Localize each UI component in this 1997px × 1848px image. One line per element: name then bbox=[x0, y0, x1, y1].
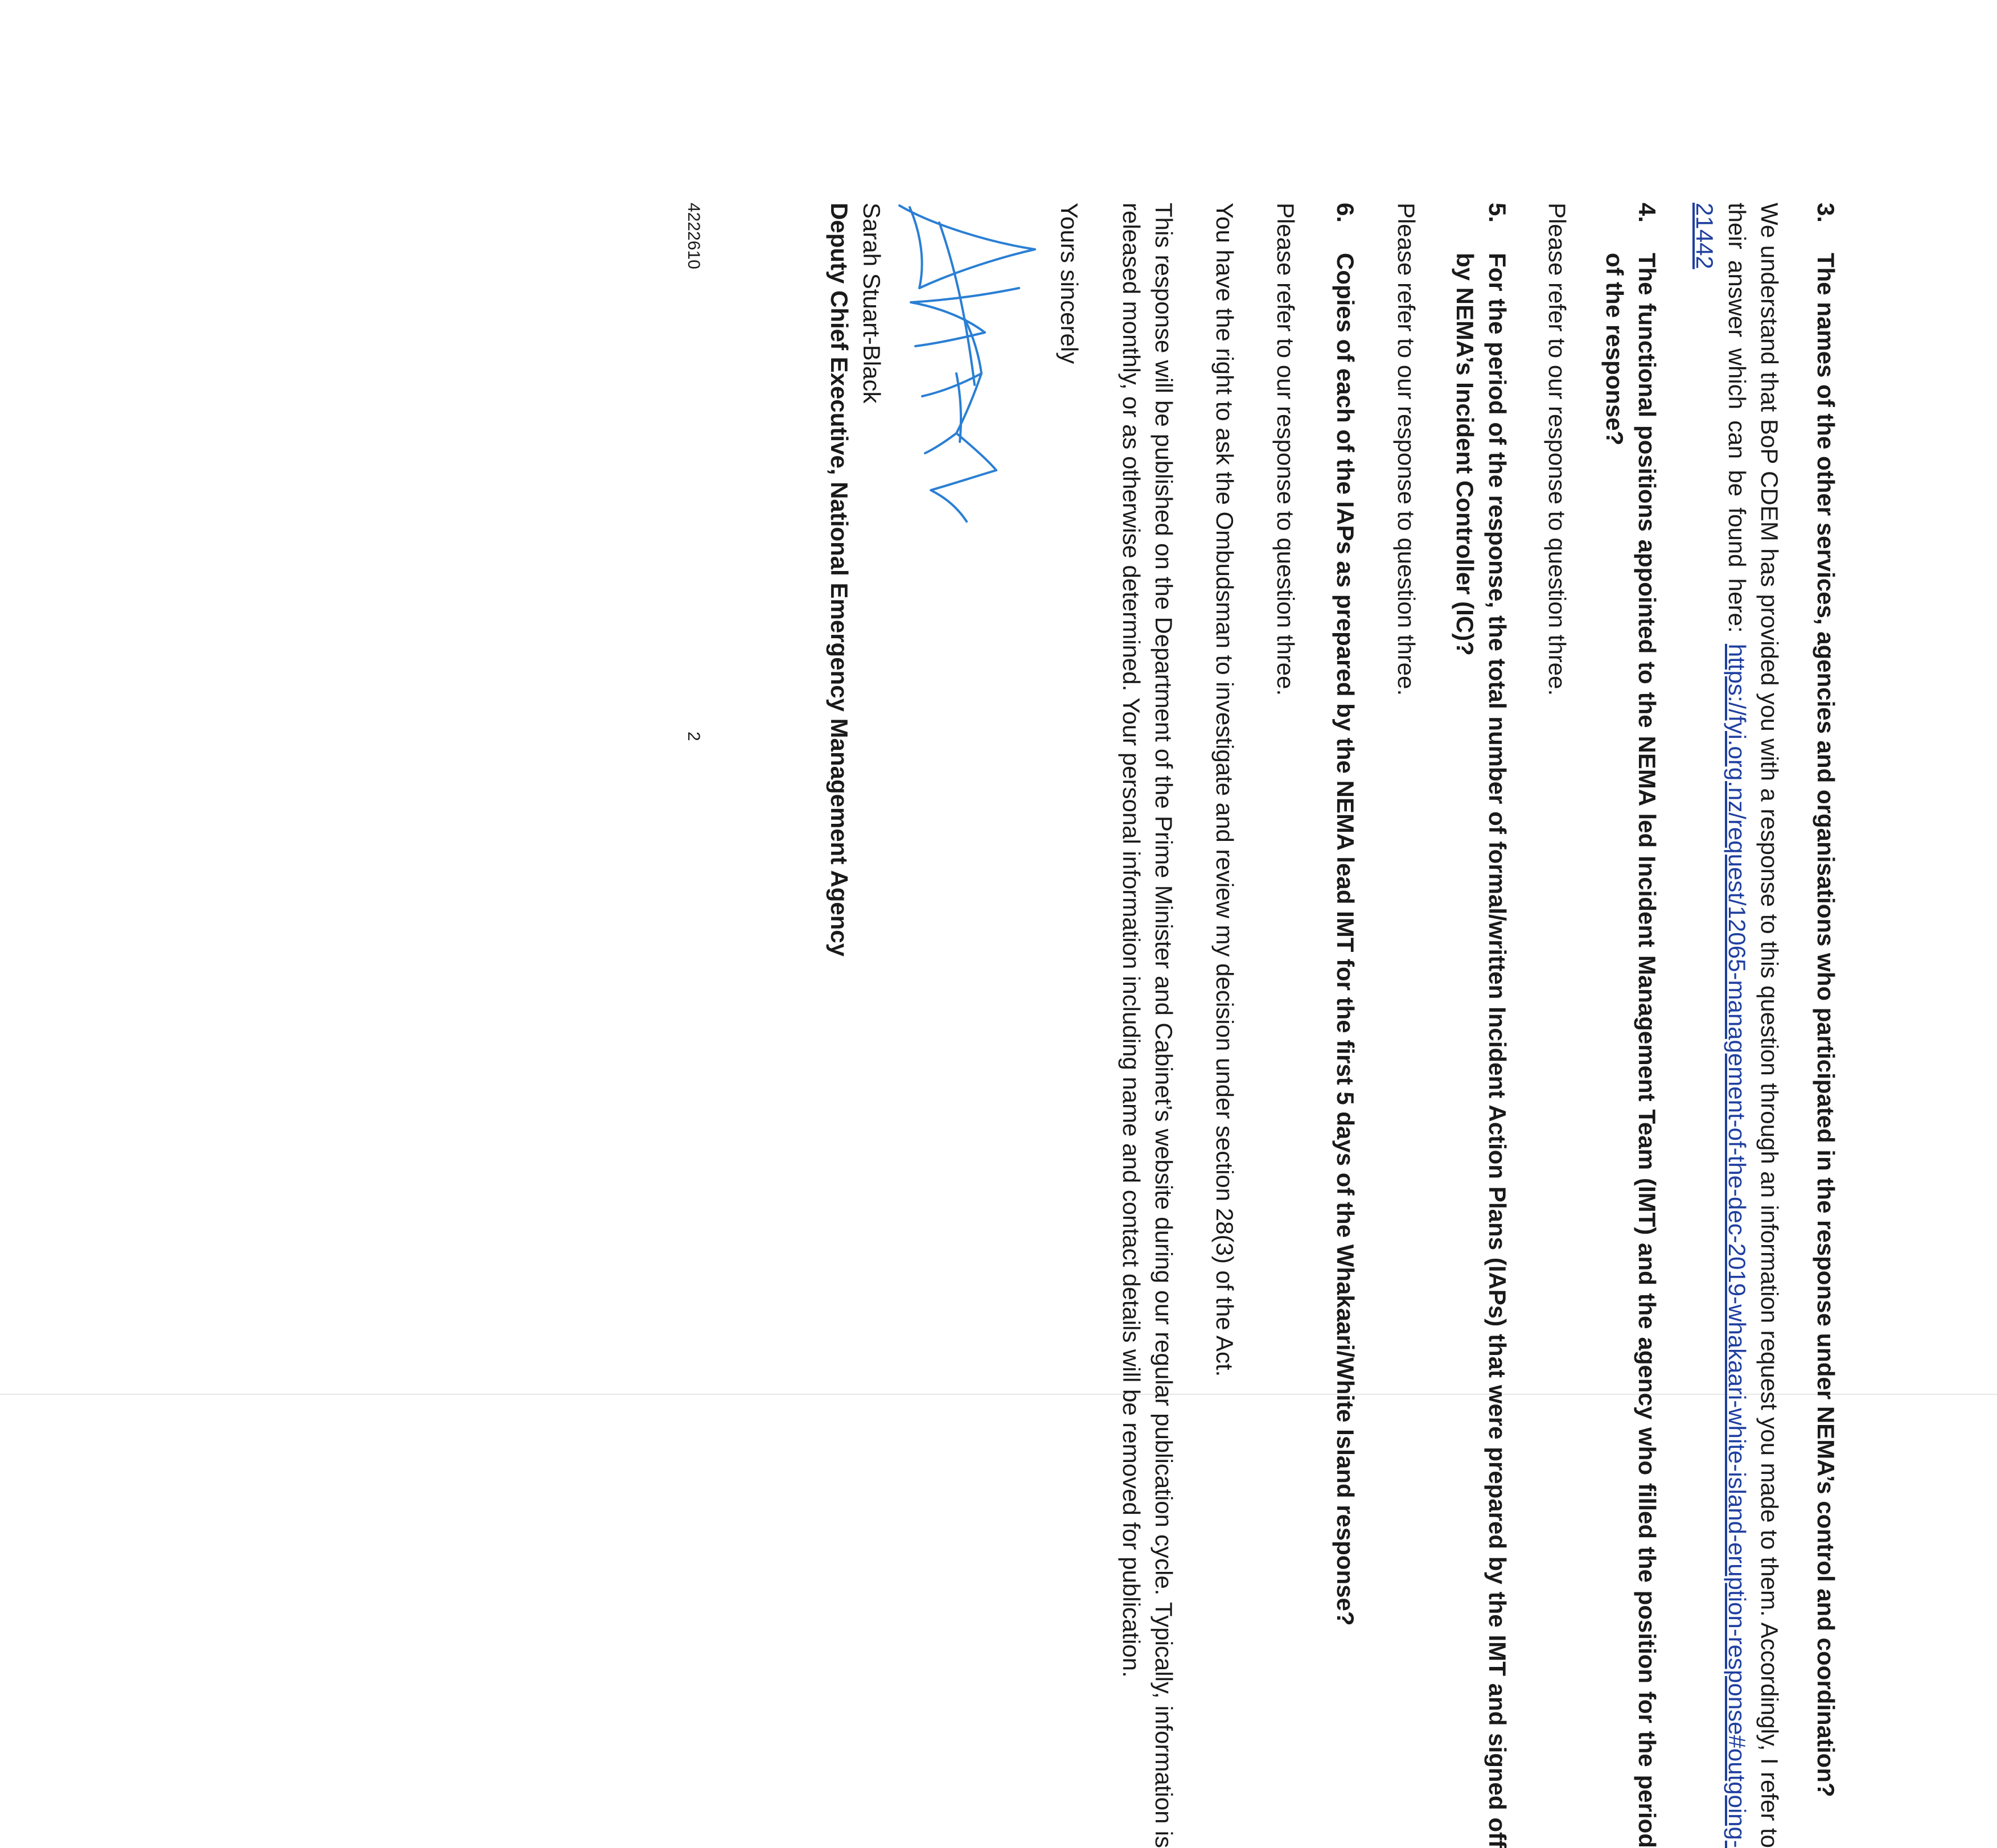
publication-paragraph: This response will be published on the Department of the Prime Minister and Cabinet’s website during our regular publication cycle. Typically, information is released monthly, or as otherwise determined. Your personal information including name and contact details will be removed for publication. bbox=[1118, 203, 1177, 1848]
question-number: 3. bbox=[1813, 203, 1839, 223]
signer-title: Deputy Chief Executive, National Emergency Management Agency bbox=[826, 203, 853, 957]
handwritten-signature bbox=[888, 203, 1042, 544]
answer-text: We understand that BoP CDEM has provided you with a response to this question through an information request you made to them. Accordingly, I refer to their answer which can be found here: bbox=[1724, 203, 1783, 1848]
question-text: For the period of the response, the total number of formal/written Incident Action Plans (IAPs) that were prepared by the IMT and signed off by NEMA’s Incident Controller (IC)? bbox=[1452, 253, 1511, 1848]
document-reference-number: 4222610 bbox=[684, 203, 703, 269]
ombudsman-paragraph: You have the right to ask the Ombudsman to investigate and review my decision under section 28(3) of the Act. bbox=[1211, 203, 1238, 1377]
letter-body bbox=[823, 203, 1842, 1848]
question-3 bbox=[1810, 203, 1842, 1848]
question-text: Copies of each of the IAPs as prepared by the NEMA lead IMT for the first 5 days of the Whakaari/White Island response? bbox=[1332, 253, 1359, 1626]
page-number: 2 bbox=[684, 732, 703, 741]
closing-salutation: Yours sincerely bbox=[1056, 203, 1083, 364]
question-number: 6. bbox=[1332, 203, 1359, 223]
question-6 bbox=[1329, 203, 1362, 1848]
question-number: 4. bbox=[1634, 203, 1661, 223]
answer-3 bbox=[1688, 203, 1786, 1848]
signature-icon bbox=[888, 203, 1042, 544]
answer-4: Please refer to our response to question three. bbox=[1544, 203, 1571, 696]
signer-name: Sarah Stuart-Black bbox=[858, 203, 885, 404]
question-text: The names of the other services, agencies and organisations who participated in the response under NEMA’s control and coordination? bbox=[1813, 253, 1839, 1797]
answer-5: Please refer to our response to question three. bbox=[1393, 203, 1420, 696]
question-5 bbox=[1449, 203, 1514, 1848]
answer-6: Please refer to our response to question three. bbox=[1272, 203, 1299, 696]
question-text: The functional positions appointed to the NEMA led Incident Management Team (IMT) and the agency who filled the position for the period of the response? bbox=[1601, 253, 1661, 1848]
fyi-request-link[interactable]: https://fyi.org.nz/request/12065-management-of-the-dec-2019-whakaari-white-island-eruption-response#outgoing-21442 bbox=[1691, 203, 1751, 1848]
question-4 bbox=[1599, 203, 1663, 1848]
question-number: 5. bbox=[1484, 203, 1511, 223]
